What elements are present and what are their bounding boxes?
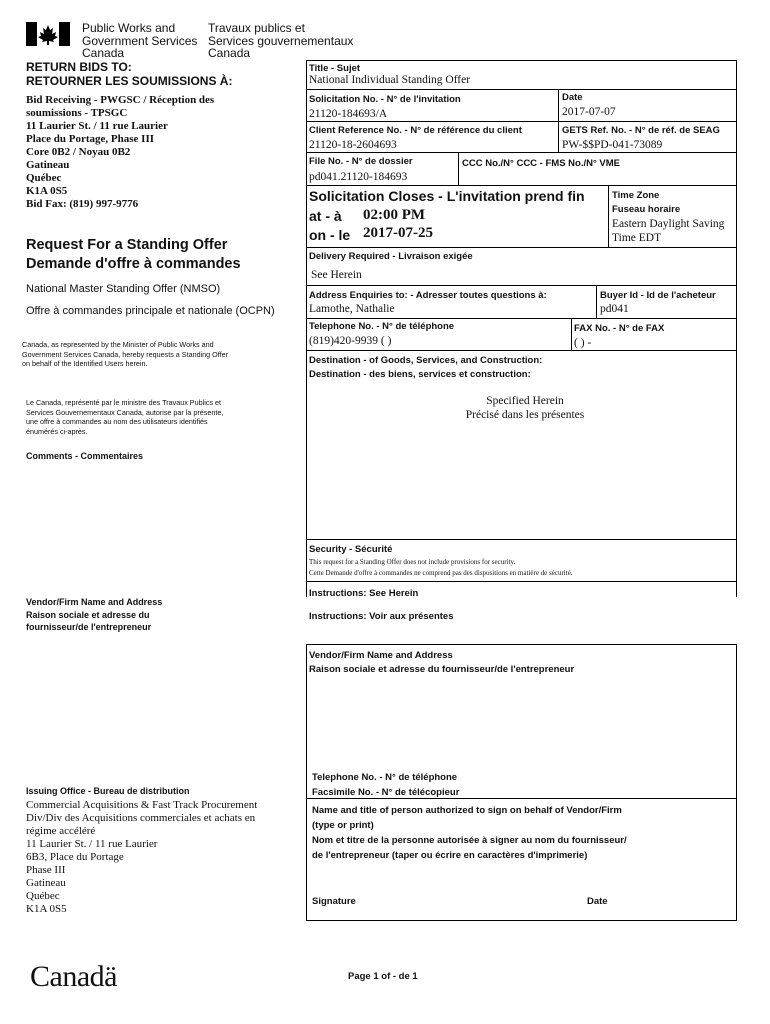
form-right-border — [736, 60, 737, 597]
file-number-label: File No. - N° de dossier — [309, 156, 413, 167]
file-number-value: pd041.21120-184693 — [309, 171, 408, 183]
telephone-value: (819)420-9939 ( ) — [309, 335, 392, 347]
client-reference-value: 21120-18-2604693 — [309, 139, 397, 151]
nmso-label-fr: Offre à commandes principale et nationale (OCPN) — [26, 305, 275, 317]
issuing-office-label: Issuing Office - Bureau de distribution — [26, 786, 190, 796]
department-name-en: Public Works and Government Services Canada — [82, 21, 198, 60]
delivery-value: See Herein — [311, 269, 362, 281]
signature-date-label[interactable]: Date — [587, 896, 608, 907]
telephone-label: Telephone No. - N° de téléphone — [309, 321, 455, 332]
closes-at-label: at - à — [309, 208, 342, 224]
time-zone-value: Eastern Daylight Saving Time EDT — [612, 218, 725, 244]
title-label: Title - Sujet — [309, 63, 361, 74]
fax-value: ( ) - — [574, 337, 592, 349]
security-value: This request for a Standing Offer does not include provisions for security. Cette Demande d'offre à commandes ne comprend pas des dispositions en matière de sécurité. — [309, 558, 573, 577]
department-name-fr: Travaux publics et Services gouvernementaux Canada — [208, 21, 354, 60]
vendor-name-address-label[interactable]: Vendor/Firm Name and Address Raison sociale et adresse du fournisseur/de l'entrepreneur — [309, 650, 575, 675]
destination-value: Specified Herein Précisé dans les présentes — [465, 395, 585, 421]
comments-label: Comments - Commentaires — [26, 451, 144, 461]
signer-name-label[interactable]: Name and title of person authorized to sign on behalf of Vendor/Firm (type or print) Nom et titre de la personne autorisée à signer au nom du fournisseur/ de l'entrepreneur (taper ou écrire en caractères d'imprimerie) — [312, 805, 627, 861]
address-enquiries-label: Address Enquiries to: - Adresser toutes questions à: — [309, 290, 547, 301]
closes-time-value: 02:00 PM — [363, 207, 426, 223]
page-number: Page 1 of - de 1 — [348, 971, 418, 982]
solicitation-closes-label: Solicitation Closes - L'invitation prend fin — [309, 188, 585, 204]
nmso-label-en: National Master Standing Offer (NMSO) — [26, 283, 221, 295]
canada-flag-icon — [26, 22, 70, 46]
ccc-label: CCC No./N° CCC - FMS No./N° VME — [462, 158, 621, 169]
form-left-border — [306, 60, 307, 597]
date-label: Date — [562, 92, 583, 103]
address-enquiries-value: Lamothe, Nathalie — [309, 303, 395, 315]
closes-on-label: on - le — [309, 227, 351, 243]
fax-label: FAX No. - N° de FAX — [574, 323, 665, 334]
return-bids-title: RETURN BIDS TO: — [26, 60, 132, 74]
request-paragraph-en: Canada, as represented by the Minister of Public Works and Government Services Canada, hereby requests a Standing Offer on behalf of the Identified Users herein. — [22, 340, 229, 368]
gets-ref-label: GETS Ref. No. - N° de réf. de SEAG — [562, 125, 720, 136]
closes-date-value: 2017-07-25 — [363, 225, 433, 241]
title-value: National Individual Standing Offer — [309, 74, 471, 86]
delivery-label: Delivery Required - Livraison exigée — [309, 251, 473, 262]
instructions-fr: Instructions: Voir aux présentes — [309, 611, 454, 622]
left-vendor-label: Vendor/Firm Name and Address Raison sociale et adresse du fournisseur/de l'entrepreneur — [26, 597, 163, 632]
security-label: Security - Sécurité — [309, 544, 393, 555]
time-zone-label: Time Zone Fuseau horaire — [612, 190, 681, 215]
signature-label[interactable]: Signature — [312, 896, 356, 907]
return-bids-title-fr: RETOURNER LES SOUMISSIONS À: — [26, 74, 233, 88]
buyer-id-value: pd041 — [600, 303, 629, 315]
destination-label: Destination - of Goods, Services, and Construction: Destination - des biens, services et construction: — [309, 355, 543, 380]
solicitation-value: 21120-184693/A — [309, 108, 388, 120]
gets-ref-value: PW-$$PD-041-73089 — [562, 139, 663, 151]
instructions-en: Instructions: See Herein — [309, 588, 419, 599]
canada-wordmark-logo: Canadä — [30, 960, 117, 993]
request-title-fr: Demande d'offre à commandes — [26, 256, 241, 272]
return-bids-address: Bid Receiving - PWGSC / Réception des soumissions - TPSGC 11 Laurier St. / 11 rue Laurier Place du Portage, Phase III Core 0B2 / Noyau 0B2 Gatineau Québec K1A 0S5 Bid Fax: (819) 997-9776 — [26, 94, 215, 210]
buyer-id-label: Buyer Id - Id de l'acheteur — [600, 290, 716, 301]
client-reference-label: Client Reference No. - N° de référence du client — [309, 125, 522, 136]
request-title-en: Request For a Standing Offer — [26, 237, 228, 253]
vendor-telephone-label[interactable]: Telephone No. - N° de téléphone Facsimile No. - N° de télécopieur — [312, 772, 460, 798]
date-value: 2017-07-07 — [562, 106, 616, 118]
request-paragraph-fr: Le Canada, représenté par le ministre des Travaux Publics et Services Gouvernementaux Canada, autorise par la présente, une offre à commandes au nom des utilisateurs identifiés énumérés ci-après. — [26, 398, 224, 436]
issuing-office-address: Commercial Acquisitions & Fast Track Procurement Div/Div des Acquisitions commerciales et achats en régime accéléré 11 Laurier St. / 11 rue Laurier 6B3, Place du Portage Phase III Gatineau Québec K1A 0S5 — [26, 799, 258, 915]
solicitation-label: Solicitation No. - N° de l'invitation — [309, 94, 461, 105]
